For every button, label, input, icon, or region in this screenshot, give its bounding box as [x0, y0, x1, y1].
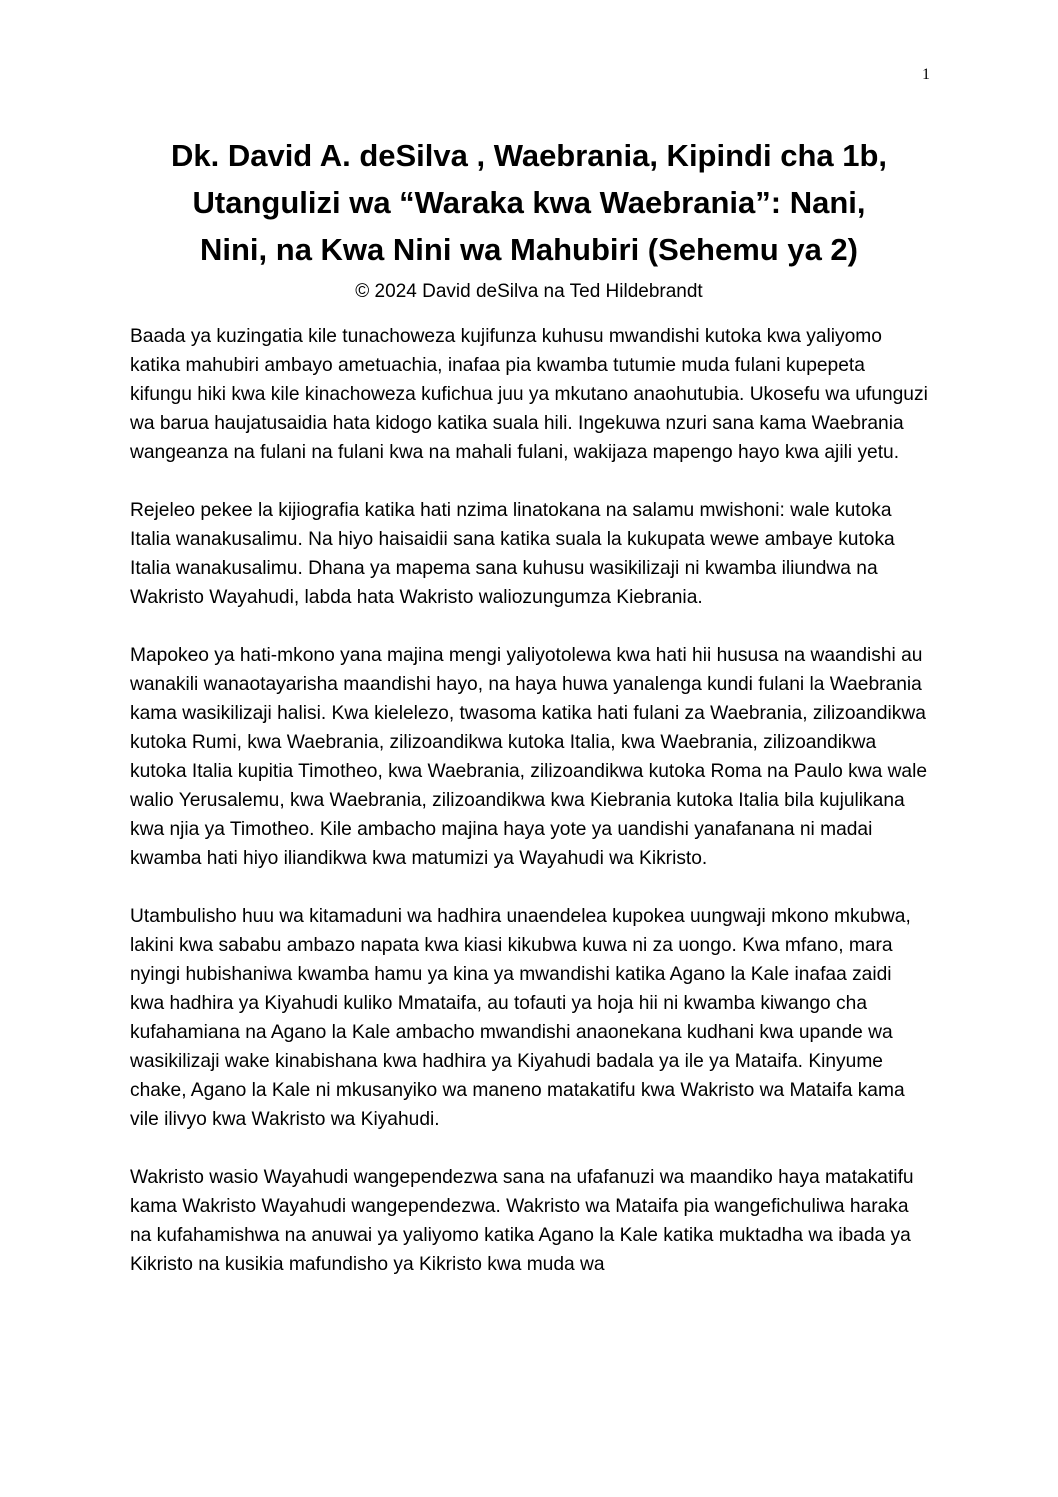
paragraph-2: Rejeleo pekee la kijiografia katika hati nzima linatokana na salamu mwishoni: wale kutoka Italia wanakusalimu. Na hiyo haisaidii sana katika suala la kukupata wewe ambaye kutoka Italia wanakusalimu. Dhana ya mapema sana kuhusu wasikilizaji ni kwamba iliundwa na Wakristo Wayahudi, labda hata Wakristo waliozungumza Kiebrania.	[130, 500, 895, 608]
paragraph-3: Mapokeo ya hati-mkono yana majina mengi yaliyotolewa kwa hati hii hususa na waandishi au wanakili wanaotayarisha maandishi hayo, na haya huwa yanalenga kundi fulani la Waebrania kama wasikilizaji halisi. Kwa kielelezo, twasoma katika hati fulani za Waebrania, zilizoandikwa kutoka Rumi, kwa Waebrania, zilizoandikwa kutoka Italia, kwa Waebrania, zilizoandikwa kutoka Italia kupitia Timotheo, kwa Waebrania, zilizoandikwa kutoka Roma na Paulo kwa wale walio Yerusalemu, kwa Waebrania, zilizoandikwa kwa Kiebrania kutoka Italia bila kujulikana kwa njia ya Timotheo. Kile ambacho majina haya yote ya uandishi yanafanana ni madai kwamba hati hiyo iliandikwa kwa matumizi ya Wayahudi wa Kikristo.	[130, 645, 928, 869]
title-line-2: Utangulizi wa “Waraka kwa Waebrania”: Nani,	[192, 185, 866, 220]
copyright-line: © 2024 David deSilva na Ted Hildebrandt	[355, 281, 703, 302]
body-text	[130, 322, 930, 1308]
title-line-3: Nini, na Kwa Nini wa Mahubiri (Sehemu ya 2)	[199, 232, 858, 267]
title-line-1: Dk. David A. deSilva , Waebrania, Kipindi cha 1b,	[170, 138, 888, 173]
title-block	[100, 132, 958, 305]
document-title	[100, 132, 958, 273]
paragraph-4: Utambulisho huu wa kitamaduni wa hadhira unaendelea kupokea uungwaji mkono mkubwa, lakini kwa sababu ambazo napata kwa kiasi kikubwa kuwa ni za uongo. Kwa mfano, mara nyingi hubishaniwa kwamba hamu ya kina ya mwandishi katika Agano la Kale inafaa zaidi kwa hadhira ya Kiyahudi kuliko Mmataifa, au tofauti ya hoja hii ni kwamba kiwango cha kufahamiana na Agano la Kale ambacho mwandishi anaonekana kudhani kwa upande wa wasikilizaji wake kinabishana kwa hadhira ya Kiyahudi badala ya ile ya Mataifa. Kinyume chake, Agano la Kale ni mkusanyiko wa maneno matakatifu kwa Wakristo wa Mataifa kama vile ilivyo kwa Wakristo wa Kiyahudi.	[130, 906, 911, 1130]
paragraph-1: Baada ya kuzingatia kile tunachoweza kujifunza kuhusu mwandishi kutoka kwa yaliyomo katika mahubiri ambayo ametuachia, inafaa pia kwamba tutumie muda fulani kupepeta kifungu hiki kwa kile kinachoweza kufichua juu ya mkutano anaohutubia. Ukosefu wa ufunguzi wa barua haujatusaidia hata kidogo katika suala hili. Ingekuwa nzuri sana kama Waebrania wangeanza na fulani na fulani kwa na mahali fulani, wakijaza mapengo hayo kwa ajili yetu.	[130, 326, 928, 463]
page-number: 1	[922, 66, 930, 83]
paragraph-5: Wakristo wasio Wayahudi wangependezwa sana na ufafanuzi wa maandiko haya matakatifu kama Wakristo Wayahudi wangependezwa. Wakristo wa Mataifa pia wangefichuliwa haraka na kufahamishwa na anuwai ya yaliyomo katika Agano la Kale katika muktadha wa ibada ya Kikristo na kusikia mafundisho ya Kikristo kwa muda wa	[130, 1167, 914, 1275]
